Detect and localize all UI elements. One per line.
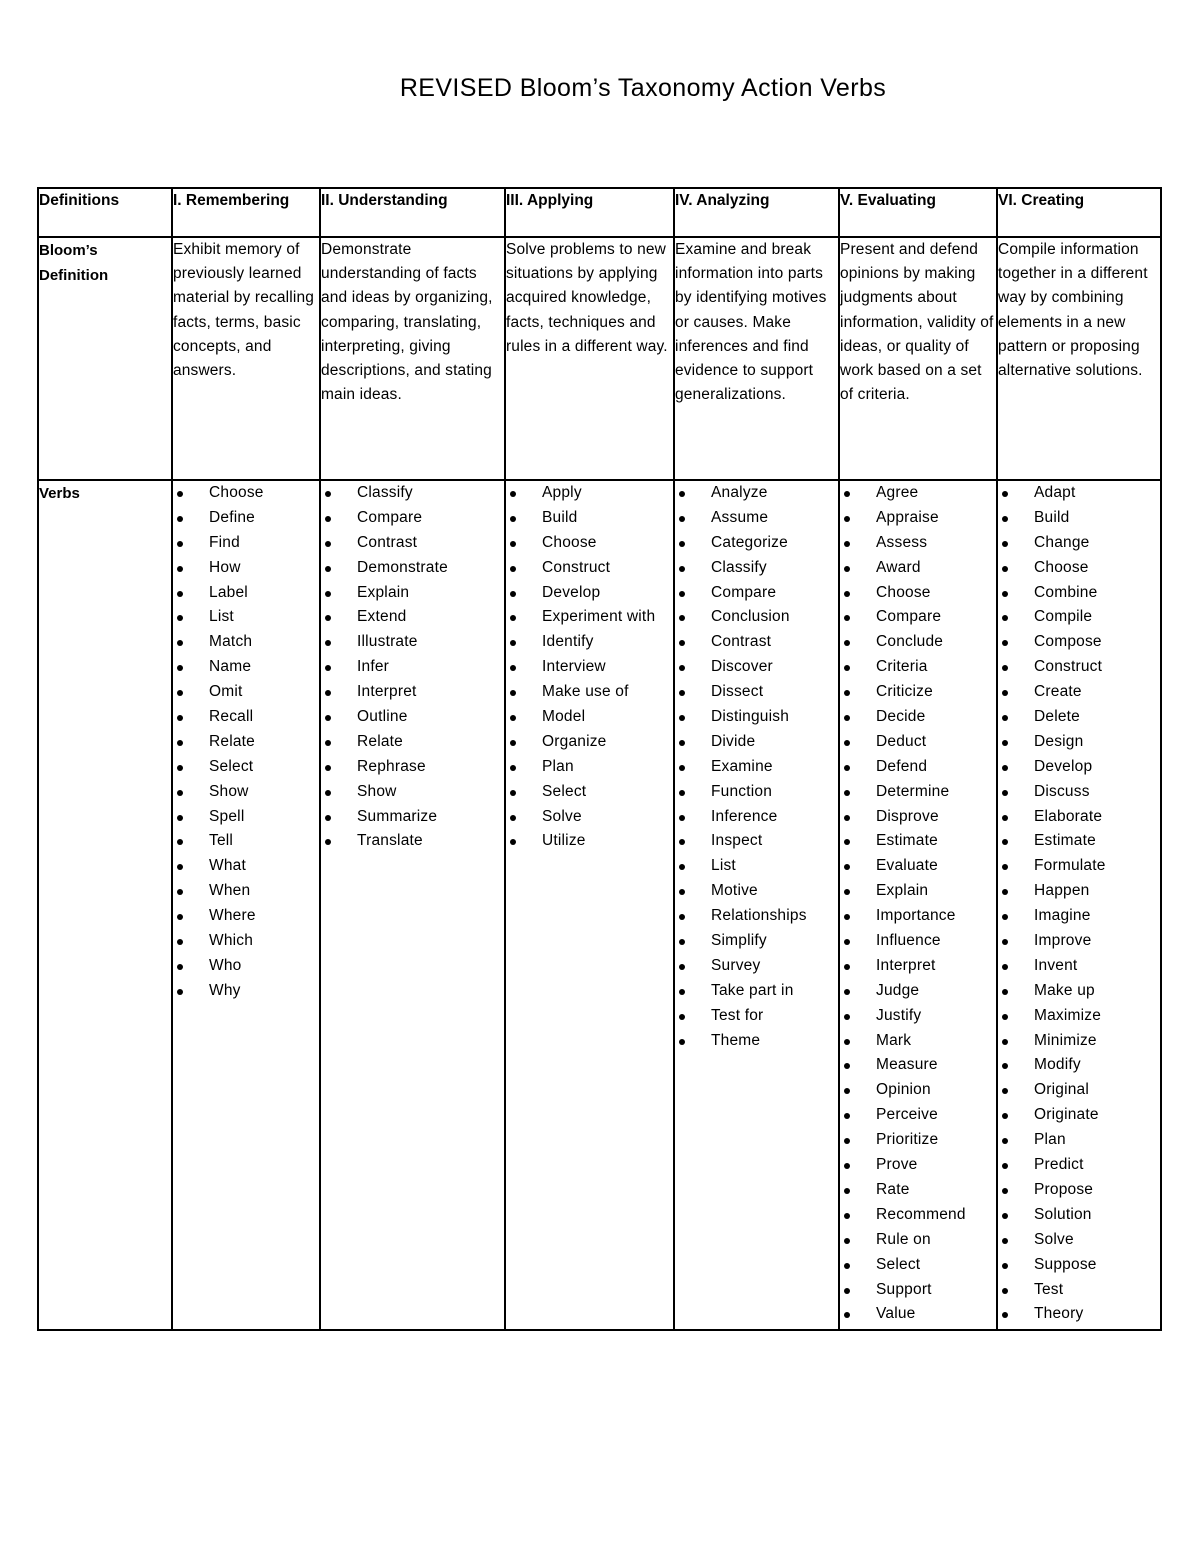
verb-item: Justify bbox=[840, 1004, 996, 1029]
verb-item: Measure bbox=[840, 1053, 996, 1078]
verb-item: Experiment with bbox=[506, 605, 673, 630]
verb-item: Spell bbox=[173, 805, 319, 830]
verbs-analyzing bbox=[674, 480, 839, 1330]
verb-list bbox=[675, 481, 838, 1053]
verb-item: Select bbox=[506, 780, 673, 805]
verb-item: Where bbox=[173, 904, 319, 929]
definition-row bbox=[38, 237, 1161, 480]
verb-item: Simplify bbox=[675, 929, 838, 954]
verb-item: Analyze bbox=[675, 481, 838, 506]
verb-item: Construct bbox=[998, 655, 1160, 680]
verb-item: Influence bbox=[840, 929, 996, 954]
verb-item: Motive bbox=[675, 879, 838, 904]
verb-item: When bbox=[173, 879, 319, 904]
verb-item: Maximize bbox=[998, 1004, 1160, 1029]
verb-item: Estimate bbox=[998, 829, 1160, 854]
verb-item: Tell bbox=[173, 829, 319, 854]
definition-label-line1: Bloom’s bbox=[39, 242, 98, 259]
verb-item: Model bbox=[506, 705, 673, 730]
definition-text: Compile information together in a different way by combining elements in a new pattern or proposing alternative solutions. bbox=[998, 241, 1148, 380]
verb-item: Interpret bbox=[321, 680, 504, 705]
verb-item: Modify bbox=[998, 1053, 1160, 1078]
verb-item: Test bbox=[998, 1278, 1160, 1303]
definition-label-cell bbox=[38, 237, 172, 480]
verb-list bbox=[173, 481, 319, 1004]
verbs-creating bbox=[997, 480, 1161, 1330]
verb-item: Criteria bbox=[840, 655, 996, 680]
verb-item: Create bbox=[998, 680, 1160, 705]
verb-item: Choose bbox=[506, 531, 673, 556]
definition-applying bbox=[505, 237, 674, 480]
verb-item: Inference bbox=[675, 805, 838, 830]
verb-item: Dissect bbox=[675, 680, 838, 705]
verb-item: Categorize bbox=[675, 531, 838, 556]
verb-item: Which bbox=[173, 929, 319, 954]
verb-item: Build bbox=[506, 506, 673, 531]
verb-item: Contrast bbox=[675, 630, 838, 655]
verb-item: List bbox=[675, 854, 838, 879]
verb-item: Compose bbox=[998, 630, 1160, 655]
verb-item: Plan bbox=[506, 755, 673, 780]
definition-creating bbox=[997, 237, 1161, 480]
verb-item: Define bbox=[173, 506, 319, 531]
verb-item: Choose bbox=[173, 481, 319, 506]
verb-item: Propose bbox=[998, 1178, 1160, 1203]
verb-item: Demonstrate bbox=[321, 556, 504, 581]
verb-item: Match bbox=[173, 630, 319, 655]
verb-item: Happen bbox=[998, 879, 1160, 904]
verb-item: Compile bbox=[998, 605, 1160, 630]
verb-item: Function bbox=[675, 780, 838, 805]
header-row bbox=[38, 188, 1161, 237]
verb-item: Compare bbox=[840, 605, 996, 630]
verb-list bbox=[506, 481, 673, 854]
verb-item: Agree bbox=[840, 481, 996, 506]
verb-item: Plan bbox=[998, 1128, 1160, 1153]
verbs-evaluating bbox=[839, 480, 997, 1330]
definition-text: Exhibit memory of previously learned material by recalling facts, terms, basic concepts, and answers. bbox=[173, 241, 314, 380]
definition-understanding bbox=[320, 237, 505, 480]
verb-item: Improve bbox=[998, 929, 1160, 954]
verb-item: Show bbox=[173, 780, 319, 805]
verb-item: Imagine bbox=[998, 904, 1160, 929]
verb-list bbox=[321, 481, 504, 854]
verb-item: Relate bbox=[321, 730, 504, 755]
verb-item: Interview bbox=[506, 655, 673, 680]
verb-item: Originate bbox=[998, 1103, 1160, 1128]
verb-item: Theme bbox=[675, 1029, 838, 1054]
verb-item: Disprove bbox=[840, 805, 996, 830]
verb-item: Contrast bbox=[321, 531, 504, 556]
verb-item: Who bbox=[173, 954, 319, 979]
verb-item: Combine bbox=[998, 581, 1160, 606]
verb-item: Take part in bbox=[675, 979, 838, 1004]
verb-item: Develop bbox=[998, 755, 1160, 780]
verb-item: Delete bbox=[998, 705, 1160, 730]
verb-item: Recommend bbox=[840, 1203, 996, 1228]
verb-item: Criticize bbox=[840, 680, 996, 705]
verb-item: Award bbox=[840, 556, 996, 581]
header-evaluating: V. Evaluating bbox=[839, 188, 997, 237]
verb-item: Design bbox=[998, 730, 1160, 755]
definition-text: Demonstrate understanding of facts and ideas by organizing, comparing, translating, interpreting, giving descriptions, and stating main ideas. bbox=[321, 241, 493, 404]
verb-item: Choose bbox=[998, 556, 1160, 581]
verb-item: Importance bbox=[840, 904, 996, 929]
definition-remembering bbox=[172, 237, 320, 480]
page-title: REVISED Bloom’s Taxonomy Action Verbs bbox=[399, 74, 887, 102]
verb-item: Mark bbox=[840, 1029, 996, 1054]
verb-item: Illustrate bbox=[321, 630, 504, 655]
verb-item: Divide bbox=[675, 730, 838, 755]
verb-item: Adapt bbox=[998, 481, 1160, 506]
verb-item: Opinion bbox=[840, 1078, 996, 1103]
verb-item: Interpret bbox=[840, 954, 996, 979]
verbs-label-cell bbox=[38, 480, 172, 1330]
definition-text: Present and defend opinions by making judgments about information, validity of ideas, or quality of work based on a set of criteria. bbox=[840, 241, 994, 404]
taxonomy-table bbox=[37, 187, 1162, 1331]
verb-item: Select bbox=[173, 755, 319, 780]
verb-item: Classify bbox=[675, 556, 838, 581]
verbs-applying bbox=[505, 480, 674, 1330]
header-definitions: Definitions bbox=[38, 188, 172, 237]
verb-item: Inspect bbox=[675, 829, 838, 854]
verb-item: Examine bbox=[675, 755, 838, 780]
verb-item: Solve bbox=[506, 805, 673, 830]
verb-item: Apply bbox=[506, 481, 673, 506]
verb-item: Relate bbox=[173, 730, 319, 755]
header-remembering: I. Remembering bbox=[172, 188, 320, 237]
verb-item: Solution bbox=[998, 1203, 1160, 1228]
verb-item: Label bbox=[173, 581, 319, 606]
verb-item: Omit bbox=[173, 680, 319, 705]
verb-item: Judge bbox=[840, 979, 996, 1004]
verb-item: How bbox=[173, 556, 319, 581]
definition-analyzing bbox=[674, 237, 839, 480]
verb-item: Rephrase bbox=[321, 755, 504, 780]
verb-item: Prove bbox=[840, 1153, 996, 1178]
verb-item: Theory bbox=[998, 1302, 1160, 1327]
definition-evaluating bbox=[839, 237, 997, 480]
verb-item: List bbox=[173, 605, 319, 630]
verb-item: Perceive bbox=[840, 1103, 996, 1128]
verb-item: Deduct bbox=[840, 730, 996, 755]
verb-item: Extend bbox=[321, 605, 504, 630]
verb-item: Select bbox=[840, 1253, 996, 1278]
verb-item: Utilize bbox=[506, 829, 673, 854]
verb-list bbox=[840, 481, 996, 1327]
verb-item: Conclusion bbox=[675, 605, 838, 630]
verb-item: Construct bbox=[506, 556, 673, 581]
verb-item: Distinguish bbox=[675, 705, 838, 730]
verb-item: Survey bbox=[675, 954, 838, 979]
verb-item: Organize bbox=[506, 730, 673, 755]
verb-item: Translate bbox=[321, 829, 504, 854]
verb-item: Evaluate bbox=[840, 854, 996, 879]
verb-item: Rule on bbox=[840, 1228, 996, 1253]
verb-item: Show bbox=[321, 780, 504, 805]
verb-item: Discover bbox=[675, 655, 838, 680]
verb-item: Classify bbox=[321, 481, 504, 506]
verb-item: Support bbox=[840, 1278, 996, 1303]
verb-item: Conclude bbox=[840, 630, 996, 655]
verb-item: Minimize bbox=[998, 1029, 1160, 1054]
verb-item: Invent bbox=[998, 954, 1160, 979]
verb-item: What bbox=[173, 854, 319, 879]
verb-item: Assume bbox=[675, 506, 838, 531]
verb-item: Prioritize bbox=[840, 1128, 996, 1153]
verb-item: Choose bbox=[840, 581, 996, 606]
verb-item: Recall bbox=[173, 705, 319, 730]
verb-item: Predict bbox=[998, 1153, 1160, 1178]
verb-item: Identify bbox=[506, 630, 673, 655]
header-understanding: II. Understanding bbox=[320, 188, 505, 237]
verb-item: Assess bbox=[840, 531, 996, 556]
verb-item: Develop bbox=[506, 581, 673, 606]
verb-item: Explain bbox=[840, 879, 996, 904]
verb-item: Why bbox=[173, 979, 319, 1004]
verb-item: Make use of bbox=[506, 680, 673, 705]
verb-item: Estimate bbox=[840, 829, 996, 854]
verb-item: Infer bbox=[321, 655, 504, 680]
verb-list bbox=[998, 481, 1160, 1327]
verb-item: Determine bbox=[840, 780, 996, 805]
verb-item: Discuss bbox=[998, 780, 1160, 805]
header-analyzing: IV. Analyzing bbox=[674, 188, 839, 237]
definition-label-line2: Definition bbox=[39, 267, 109, 284]
verb-item: Appraise bbox=[840, 506, 996, 531]
definition-text: Examine and break information into parts by identifying motives or causes. Make inferences and find evidence to support generalizations. bbox=[675, 241, 827, 404]
verb-item: Outline bbox=[321, 705, 504, 730]
verbs-understanding bbox=[320, 480, 505, 1330]
verb-item: Suppose bbox=[998, 1253, 1160, 1278]
verb-item: Rate bbox=[840, 1178, 996, 1203]
verb-item: Name bbox=[173, 655, 319, 680]
verb-item: Relationships bbox=[675, 904, 838, 929]
verb-item: Original bbox=[998, 1078, 1160, 1103]
verb-item: Solve bbox=[998, 1228, 1160, 1253]
definition-text: Solve problems to new situations by applying acquired knowledge, facts, techniques and rules in a different way. bbox=[506, 241, 668, 355]
verbs-remembering bbox=[172, 480, 320, 1330]
verb-item: Explain bbox=[321, 581, 504, 606]
verbs-label: Verbs bbox=[39, 485, 80, 502]
verb-item: Find bbox=[173, 531, 319, 556]
verb-item: Value bbox=[840, 1302, 996, 1327]
header-applying: III. Applying bbox=[505, 188, 674, 237]
verb-item: Elaborate bbox=[998, 805, 1160, 830]
verb-item: Decide bbox=[840, 705, 996, 730]
verb-item: Defend bbox=[840, 755, 996, 780]
verb-item: Formulate bbox=[998, 854, 1160, 879]
verb-item: Compare bbox=[321, 506, 504, 531]
verb-item: Test for bbox=[675, 1004, 838, 1029]
verb-item: Change bbox=[998, 531, 1160, 556]
verb-item: Compare bbox=[675, 581, 838, 606]
verb-item: Summarize bbox=[321, 805, 504, 830]
verb-item: Build bbox=[998, 506, 1160, 531]
verb-item: Make up bbox=[998, 979, 1160, 1004]
header-creating: VI. Creating bbox=[997, 188, 1161, 237]
verbs-row bbox=[38, 480, 1161, 1330]
